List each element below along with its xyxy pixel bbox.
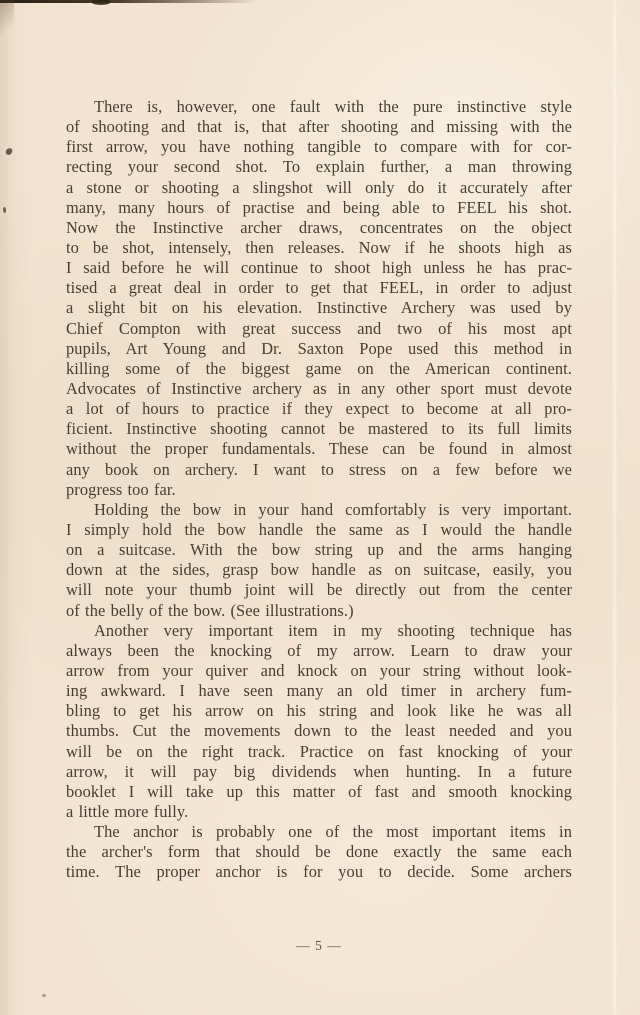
text-line: will note your thumb joint will be directly out from the center <box>66 580 572 600</box>
text-line: first arrow, you have nothing tangible to compare with for cor- <box>66 137 572 157</box>
text-line: Chief Compton with great success and two of his most apt <box>66 318 572 338</box>
ink-speck <box>3 207 7 213</box>
page-text-block <box>66 97 572 882</box>
text-line: There is, however, one fault with the pure instinctive style <box>94 97 572 116</box>
text-line: the archer's form that should be done exactly the same each <box>66 842 572 862</box>
text-line: of shooting and that is, that after shooting and missing with the <box>66 117 572 137</box>
text-line: time. The proper anchor is for you to decide. Some archers <box>66 862 572 882</box>
text-line: on a suitcase. With the bow string up and the arms hanging <box>66 540 572 560</box>
text-line: ing awkward. I have seen many an old timer in archery fum- <box>66 681 572 701</box>
text-line: I simply hold the bow handle the same as I would the handle <box>66 519 572 539</box>
text-line: tised a great deal in order to get that FEEL, in order to adjust <box>66 278 572 298</box>
text-line: down at the sides, grasp bow handle as on suitcase, easily, you <box>66 560 572 580</box>
text-line: of the belly of the bow. (See illustrations.) <box>66 600 354 620</box>
text-line: a slight bit on his elevation. Instinctive Archery was used by <box>66 298 572 318</box>
text-line: will be on the right track. Practice on fast knocking of your <box>66 741 572 761</box>
ink-speck <box>42 994 46 997</box>
text-line: progress too far. <box>66 479 176 499</box>
text-line: many, many hours of practise and being able to FEEL his shot. <box>66 197 572 217</box>
text-line: I said before he will continue to shoot high unless he has prac- <box>66 258 572 278</box>
text-line: recting your second shot. To explain further, a man throwing <box>66 157 572 177</box>
ink-speck <box>5 147 13 156</box>
text-line: a lot of hours to practice if they expect to become at all pro- <box>66 399 572 419</box>
text-line: bling to get his arrow on his string and look like he was all <box>66 701 572 721</box>
page-number: — 5 — <box>296 938 342 953</box>
text-line: Holding the bow in your hand comfortably is very important. <box>94 499 572 519</box>
text-line: killing some of the biggest game on the American continent. <box>66 358 572 378</box>
text-line: pupils, Art Young and Dr. Saxton Pope used this method in <box>66 338 572 358</box>
page-edge-highlight <box>613 0 616 1015</box>
text-line: a stone or shooting a slingshot will only do it accurately after <box>66 177 572 197</box>
text-line: to be shot, intensely, then releases. Now if he shoots high as <box>66 237 572 257</box>
text-line: any book on archery. I want to stress on a few before we <box>66 459 572 479</box>
top-left-corner-shadow <box>0 0 14 42</box>
text-line: Now the Instinctive archer draws, concentrates on the object <box>66 217 572 237</box>
text-line: arrow, it will pay big dividends when hunting. In a future <box>66 761 572 781</box>
text-line: The anchor is probably one of the most important items in <box>94 822 572 842</box>
scan-top-scratch-artifact <box>0 0 258 3</box>
text-line: thumbs. Cut the movements down to the least needed and you <box>66 721 572 741</box>
text-line: arrow from your quiver and knock on your string without look- <box>66 660 572 680</box>
scan-top-scratch-blob <box>92 0 110 5</box>
text-line: ficient. Instinctive shooting cannot be mastered to its full limits <box>66 419 572 439</box>
text-line: a little more fully. <box>66 801 189 821</box>
text-line: Advocates of Instinctive archery as in any other sport must devote <box>66 378 572 398</box>
text-line: always been the knocking of my arrow. Learn to draw your <box>66 640 572 660</box>
text-line: without the proper fundamentals. These can be found in almost <box>66 439 572 459</box>
text-line: Another very important item in my shooting technique has <box>94 620 572 640</box>
text-line: booklet I will take up this matter of fast and smooth knocking <box>66 781 572 801</box>
